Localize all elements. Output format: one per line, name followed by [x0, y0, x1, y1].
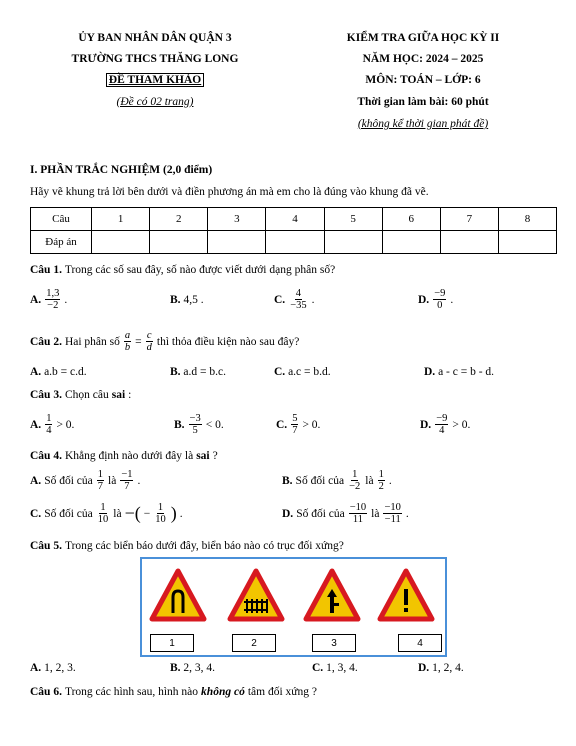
answer-blank	[92, 231, 150, 254]
answer-table-cell: 6	[382, 208, 440, 231]
answer-table-header: Đáp án	[31, 231, 92, 254]
answer-blank	[382, 231, 440, 254]
question-4: Câu 4. Khẳng định nào dưới đây là sai ?	[30, 450, 218, 462]
q1-option-b: B. 4,5 .	[170, 294, 204, 306]
answer-blank	[498, 231, 556, 254]
header-school-year: NĂM HỌC: 2024 – 2025	[362, 53, 484, 65]
header-time-note: (không kể thời gian phát đề)	[357, 118, 489, 130]
section-title: I. PHẦN TRẮC NGHIỆM (2,0 điểm)	[30, 164, 213, 176]
q3-option-a: A. $\frac{1}{4}$ > 0.	[30, 413, 75, 436]
section-instruction: Hãy vẽ khung trả lời bên dưới và điền phương án mà em cho là đúng vào khung đã vẽ.	[30, 186, 429, 198]
q1-option-a: A. $\frac{1,3}{-2}$ .	[30, 288, 68, 311]
question-1	[30, 264, 335, 276]
q3-option-d: D. $\frac{-9}{4}$ > 0.	[420, 413, 471, 436]
question-2: Câu 2. Hai phân số $\frac{a}{b}$ = $\frac{c}{d}$ thì thỏa điều kiện nào sau đây?	[30, 330, 300, 353]
q2-option-c: C. a.c = b.d.	[274, 366, 331, 378]
header-school: TRƯỜNG THCS THĂNG LONG	[71, 53, 239, 65]
question-text: Trong các số sau đây, số nào được viết dưới dạng phân số?	[64, 264, 336, 276]
answer-blank	[150, 231, 208, 254]
sign-2-icon	[230, 571, 282, 619]
answer-table-cell: 8	[498, 208, 556, 231]
answer-table-row-questions	[31, 208, 557, 231]
q4-option-d: D. Số đối của $\frac{-10}{11}$ là $\frac{-10}{-11}$ .	[282, 502, 409, 525]
q5-option-a: A. 1, 2, 3.	[30, 662, 76, 674]
answer-table-row-answers	[31, 231, 557, 254]
answer-table-cell: 5	[324, 208, 382, 231]
sign-label-1: 1	[150, 634, 194, 652]
answer-blank	[324, 231, 382, 254]
question-5: Câu 5. Trong các biển báo dưới đây, biển báo nào có trục đối xứng?	[30, 540, 344, 552]
sign-label-2: 2	[232, 634, 276, 652]
answer-blank	[266, 231, 324, 254]
q1-option-d: D. $\frac{-9}{0}$ .	[418, 288, 454, 311]
question-3: Câu 3. Chọn câu sai :	[30, 389, 132, 401]
q4-option-b: B. Số đối của $\frac{1}{-2}$ là $\frac{1}{2}$ .	[282, 469, 392, 492]
header-exam-type: ĐỀ THAM KHẢO	[106, 73, 204, 87]
header-page-count: (Đề có 02 trang)	[116, 96, 194, 108]
q4-option-a: A. Số đối của $\frac{1}{7}$ là $\frac{-1}{7}$ .	[30, 469, 141, 492]
q4-option-c: C. Số đối của $\frac{1}{10}$ là −( − $\frac{1}{10}$ ) .	[30, 502, 183, 525]
q3-option-c: C. $\frac{5}{7}$ > 0.	[276, 413, 321, 436]
answer-table	[30, 207, 557, 254]
answer-blank	[440, 231, 498, 254]
q2-option-b: B. a.d = b.c.	[170, 366, 226, 378]
q2-option-a: A. a.b = c.d.	[30, 366, 87, 378]
answer-table-cell: 4	[266, 208, 324, 231]
answer-table-cell: 1	[92, 208, 150, 231]
sign-label-3: 3	[312, 634, 356, 652]
q5-option-c: C. 1, 3, 4.	[312, 662, 358, 674]
q2-option-d: D. a - c = b - d.	[424, 366, 495, 378]
header-exam-title: KIỂM TRA GIỮA HỌC KỲ II	[346, 32, 500, 44]
answer-table-cell: 2	[150, 208, 208, 231]
q5-option-b: B. 2, 3, 4.	[170, 662, 216, 674]
answer-table-cell: 3	[208, 208, 266, 231]
header-time: Thời gian làm bài: 60 phút	[357, 96, 489, 108]
sign-3-icon	[306, 571, 358, 619]
sign-label-4: 4	[398, 634, 442, 652]
answer-table-header: Câu	[31, 208, 92, 231]
header-subject: MÔN: TOÁN – LỚP: 6	[365, 74, 481, 86]
question-6: Câu 6. Trong các hình sau, hình nào không có tâm đối xứng ?	[30, 686, 317, 698]
sign-4-icon	[380, 571, 432, 619]
question-label: Câu 1.	[30, 264, 62, 276]
answer-blank	[208, 231, 266, 254]
q5-option-d: D. 1, 2, 4.	[418, 662, 464, 674]
header-district: ỦY BAN NHÂN DÂN QUẬN 3	[78, 32, 232, 44]
answer-table-cell: 7	[440, 208, 498, 231]
sign-1-icon	[152, 571, 204, 619]
q3-option-b: B. $\frac{-3}{5}$ < 0.	[174, 413, 224, 436]
q1-option-c: C. $\frac{4}{-35}$ .	[274, 288, 315, 311]
